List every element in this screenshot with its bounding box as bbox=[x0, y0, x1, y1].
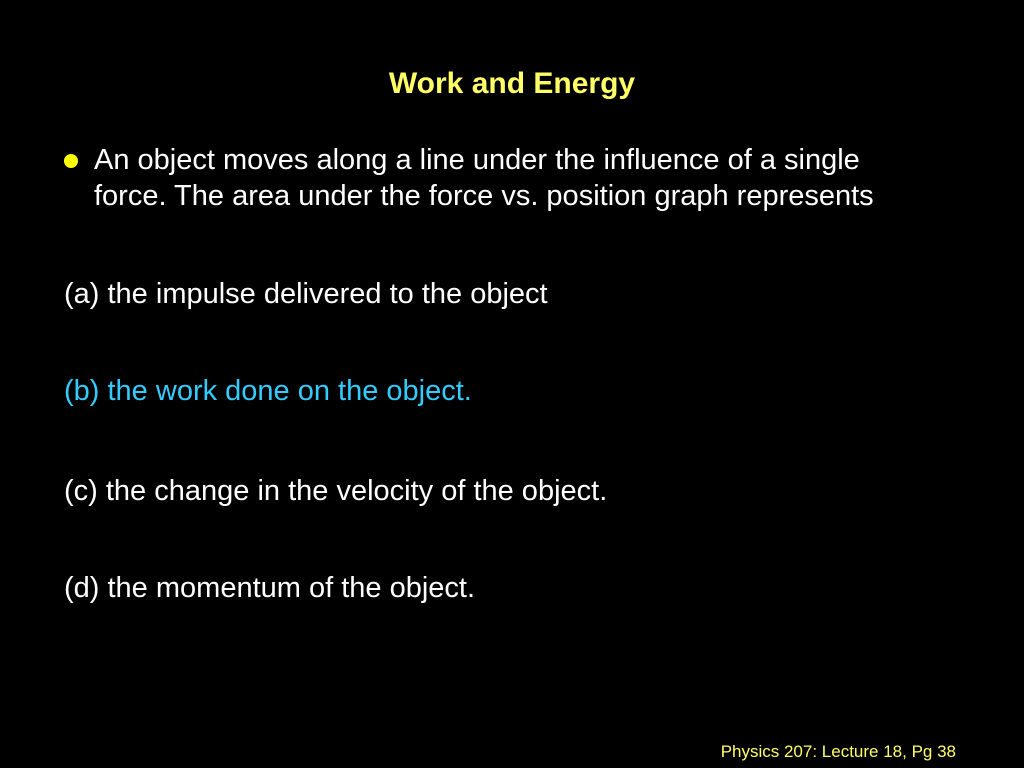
question-line-2: force. The area under the force vs. position graph represents bbox=[94, 180, 874, 212]
bullet-dot-icon bbox=[64, 154, 78, 168]
slide-footer: Physics 207: Lecture 18, Pg 38 bbox=[720, 742, 956, 761]
option-a: (a) the impulse delivered to the object bbox=[64, 278, 548, 310]
slide-title: Work and Energy bbox=[388, 67, 636, 100]
option-c: (c) the change in the velocity of the object. bbox=[64, 475, 608, 507]
question-line-1: An object moves along a line under the influence of a single bbox=[94, 144, 860, 176]
option-d: (d) the momentum of the object. bbox=[64, 572, 476, 604]
question-text bbox=[94, 142, 1024, 214]
question-bullet bbox=[64, 142, 1024, 214]
option-b-answer: (b) the work done on the object. bbox=[64, 375, 472, 407]
